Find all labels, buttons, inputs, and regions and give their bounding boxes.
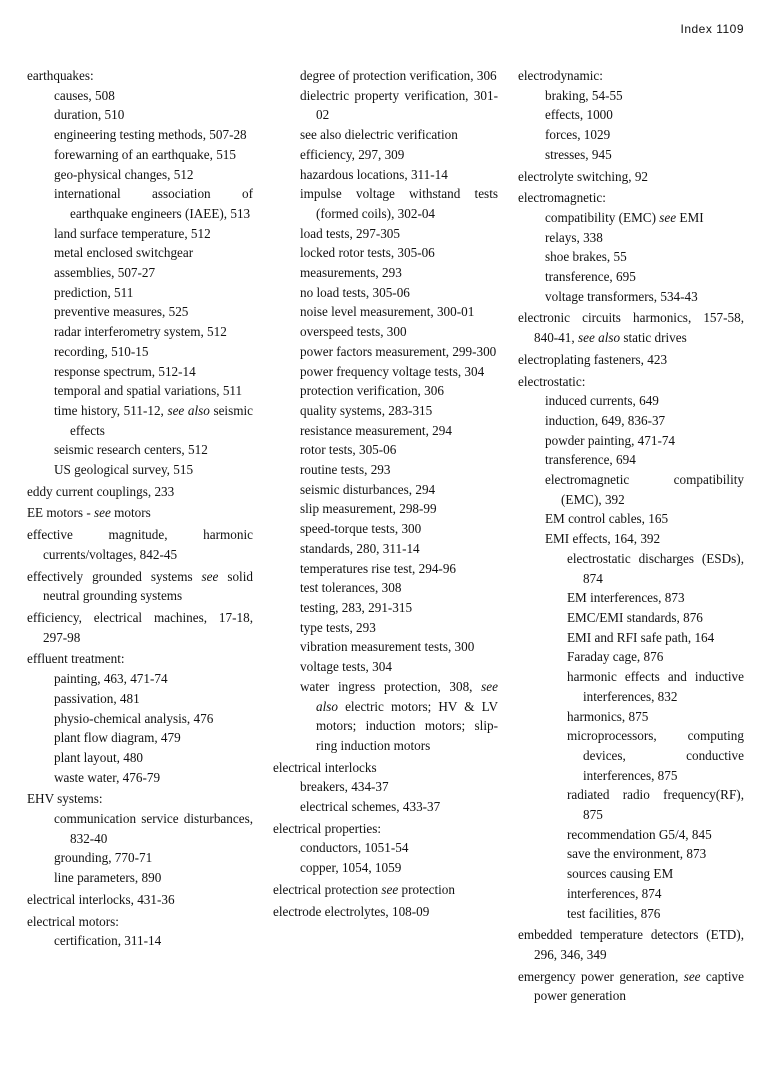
index-entry [518, 864, 744, 884]
entry-text: EHV systems: [27, 791, 103, 807]
index-entry [518, 188, 744, 208]
entry-text: induced currents, 649 [545, 393, 659, 409]
index-entry [518, 785, 744, 824]
entry-text: water ingress protection, 308, [300, 678, 482, 694]
entry-text: test tolerances, 308 [300, 580, 402, 596]
entry-text: relays, 338 [545, 229, 603, 245]
index-entry [273, 499, 498, 519]
entry-text: power factors measurement, 299-300 [300, 343, 497, 359]
index-entry [518, 86, 744, 106]
entry-text: powder painting, 471-74 [545, 432, 676, 448]
index-column-1 [27, 66, 253, 951]
index-entry [273, 559, 498, 579]
index-entry [518, 66, 744, 86]
entry-reference-target: seismic effects [70, 402, 253, 438]
index-entry [518, 549, 744, 588]
index-entry [273, 66, 498, 86]
entry-text: electrical interlocks [273, 759, 377, 775]
entry-text: see also dielectric verification [300, 127, 458, 143]
entry-text: copper, 1054, 1059 [300, 860, 402, 876]
entry-text: electromagnetic compatibility (EMC), 392 [545, 472, 744, 507]
index-entry [273, 302, 498, 322]
index-entry [518, 411, 744, 431]
index-entry [27, 848, 253, 868]
index-entry [273, 184, 498, 223]
entry-text: EE motors - [27, 505, 95, 521]
entry-text: certification, 311-14 [54, 933, 162, 949]
index-entry [518, 707, 744, 727]
index-entry [273, 637, 498, 657]
entry-text: EM control cables, 165 [545, 511, 669, 527]
entry-text: harmonic effects and inductive interferences, 832 [567, 669, 744, 704]
entry-text: transference, 694 [545, 452, 636, 468]
entry-text: engineering testing methods, 507-28 [54, 127, 247, 143]
index-entry [273, 145, 498, 165]
index-entry [27, 460, 253, 480]
index-entry [273, 758, 498, 778]
entry-text: plant layout, 480 [54, 749, 144, 765]
index-entry [27, 482, 253, 502]
entry-text: efficiency, 297, 309 [300, 146, 405, 162]
index-entry [27, 224, 253, 244]
index-entry [273, 125, 498, 145]
index-entry [27, 931, 253, 951]
entry-text: type tests, 293 [300, 619, 376, 635]
index-entry [27, 709, 253, 729]
entry-text: effective magnitude, harmonic currents/voltages, 842-45 [27, 527, 253, 562]
index-entry [518, 529, 744, 549]
entry-text: efficiency, electrical machines, 17-18, 297-98 [27, 609, 253, 645]
entry-text: electrostatic discharges (ESDs), 874 [567, 550, 744, 586]
entry-text: recommendation G5/4, 845 [567, 826, 712, 842]
entry-text: geo-physical changes, 512 [54, 166, 194, 182]
entry-text: interferences, 874 [567, 885, 662, 901]
entry-text: recording, 510-15 [54, 343, 149, 359]
entry-text: routine tests, 293 [300, 462, 391, 478]
entry-text: protection verification, 306 [300, 383, 444, 399]
index-entry [273, 322, 498, 342]
entry-text: physio-chemical analysis, 476 [54, 710, 214, 726]
index-entry [273, 165, 498, 185]
entry-text: seismic disturbances, 294 [300, 481, 436, 497]
entry-text: measurements, 293 [300, 265, 402, 281]
index-entry [518, 247, 744, 267]
entry-text: waste water, 476-79 [54, 769, 161, 785]
index-entry [273, 657, 498, 677]
entry-text: electrolyte switching, 92 [518, 168, 649, 184]
entry-text: Faraday cage, 876 [567, 649, 664, 665]
entry-text: EMC/EMI standards, 876 [567, 609, 703, 625]
entry-text: effects, 1000 [545, 107, 613, 123]
entry-text: induction, 649, 836-37 [545, 412, 666, 428]
entry-text: microprocessors, computing devices, conductive interferences, 875 [567, 728, 744, 783]
entry-text: hazardous locations, 311-14 [300, 166, 448, 182]
index-entry [518, 726, 744, 785]
index-entry [518, 431, 744, 451]
index-entry [27, 165, 253, 185]
index-entry [518, 925, 744, 964]
index-entry [273, 902, 498, 922]
index-entry [27, 86, 253, 106]
index-entry [27, 362, 253, 382]
index-entry [518, 825, 744, 845]
entry-text: electroplating fasteners, 423 [518, 351, 668, 367]
index-entry [27, 263, 253, 283]
index-entry [27, 401, 253, 440]
entry-text: overspeed tests, 300 [300, 324, 407, 340]
entry-text: painting, 463, 471-74 [54, 671, 168, 687]
entry-text: earthquakes: [27, 68, 94, 83]
see-reference: see also [316, 678, 498, 714]
index-entry [273, 381, 498, 401]
entry-text: assemblies, 507-27 [54, 265, 156, 281]
index-entry [27, 125, 253, 145]
index-entry [518, 967, 744, 1006]
index-entry [27, 503, 253, 523]
entry-text: electrode electrolytes, 108-09 [273, 903, 430, 919]
entry-text: grounding, 770-71 [54, 850, 153, 866]
entry-text: time history, 511-12, [54, 402, 168, 418]
entry-text: voltage tests, 304 [300, 659, 392, 675]
index-entry [27, 689, 253, 709]
entry-reference-target: motors [110, 505, 151, 521]
index-entry [518, 228, 744, 248]
index-entry [518, 208, 744, 228]
entry-text: metal enclosed switchgear [54, 245, 194, 261]
index-entry [273, 677, 498, 756]
entry-text: standards, 280, 311-14 [300, 540, 420, 556]
entry-text: eddy current couplings, 233 [27, 483, 175, 499]
index-entry [518, 267, 744, 287]
entry-text: compatibility (EMC) [545, 209, 660, 225]
index-entry [273, 539, 498, 559]
entry-text: noise level measurement, 300-01 [300, 304, 475, 320]
entry-text: electrodynamic: [518, 68, 603, 83]
index-entry [27, 768, 253, 788]
entry-text: embedded temperature detectors (ETD), 296, 346, 349 [518, 927, 744, 962]
entry-text: save the environment, 873 [567, 846, 707, 862]
entry-text: effluent treatment: [27, 651, 125, 667]
index-entry [518, 372, 744, 392]
index-entry [518, 628, 744, 648]
entry-text: braking, 54-55 [545, 87, 623, 103]
entry-text: communication service disturbances, 832-40 [54, 811, 253, 846]
index-entry [27, 789, 253, 809]
entry-text: sources causing EM [567, 866, 674, 882]
index-entry [518, 904, 744, 924]
entry-text: harmonics, 875 [567, 708, 649, 724]
index-entry [27, 868, 253, 888]
index-entry [273, 598, 498, 618]
entry-text: electrical properties: [273, 820, 382, 836]
index-entry [27, 440, 253, 460]
index-entry [518, 608, 744, 628]
entry-text: shoe brakes, 55 [545, 249, 627, 265]
index-entry [27, 728, 253, 748]
index-entry [518, 125, 744, 145]
index-entry [273, 401, 498, 421]
index-entry [518, 470, 744, 509]
entry-text: voltage transformers, 534-43 [545, 288, 698, 304]
see-reference: see also [577, 330, 621, 346]
index-entry [27, 283, 253, 303]
see-reference: see [201, 568, 219, 584]
index-entry [27, 567, 253, 606]
entry-text: line parameters, 890 [54, 870, 162, 886]
index-entry [27, 748, 253, 768]
entry-text: radar interferometry system, 512 [54, 324, 227, 340]
index-entry [27, 302, 253, 322]
index-entry [273, 797, 498, 817]
entry-text: emergency power generation, [518, 968, 684, 984]
entry-text: US geological survey, 515 [54, 462, 194, 478]
index-entry [273, 243, 498, 263]
entry-text: temperatures rise test, 294-96 [300, 560, 457, 576]
entry-text: EMI and RFI safe path, 164 [567, 629, 715, 645]
entry-text: seismic research centers, 512 [54, 442, 208, 458]
index-entry [518, 509, 744, 529]
index-entry [518, 588, 744, 608]
index-entry [27, 649, 253, 669]
index-entry [273, 519, 498, 539]
entry-reference-target: static drives [620, 330, 687, 346]
entry-text: testing, 283, 291-315 [300, 599, 413, 615]
index-entry [273, 480, 498, 500]
entry-text: electromagnetic: [518, 190, 606, 206]
index-entry [273, 618, 498, 638]
index-entry [27, 912, 253, 932]
entry-text: dielectric property verification, 301-02 [300, 87, 498, 123]
index-entry [273, 858, 498, 878]
index-column-3 [518, 66, 744, 1006]
see-reference: see [683, 968, 701, 984]
index-entry [273, 283, 498, 303]
entry-text: speed-torque tests, 300 [300, 521, 422, 537]
entry-text: response spectrum, 512-14 [54, 363, 196, 379]
entry-text: electrical interlocks, 431-36 [27, 891, 175, 907]
entry-text: slip measurement, 298-99 [300, 501, 437, 517]
entry-text: EM interferences, 873 [567, 590, 685, 606]
entry-text: causes, 508 [54, 87, 115, 103]
entry-text: quality systems, 283-315 [300, 402, 433, 418]
entry-text: degree of protection verification, 306 [300, 68, 497, 83]
index-entry [518, 647, 744, 667]
index-entry [518, 167, 744, 187]
index-entry [273, 86, 498, 125]
entry-text: EMI effects, 164, 392 [545, 531, 661, 547]
entry-text: land surface temperature, 512 [54, 225, 211, 241]
index-entry [273, 440, 498, 460]
entry-reference-target: captive power generation [534, 968, 744, 1004]
entry-text: conductors, 1051-54 [300, 840, 409, 856]
index-entry [27, 66, 253, 86]
entry-reference-target: electric motors; HV & LV motors; induction motors; slip-ring induction motors [316, 698, 498, 753]
entry-text: international association of earthquake engineers (IAEE), 513 [54, 186, 253, 221]
entry-text: breakers, 434-37 [300, 779, 389, 795]
index-entry [518, 884, 744, 904]
entry-text: power frequency voltage tests, 304 [300, 363, 485, 379]
index-entry [273, 224, 498, 244]
entry-text: radiated radio frequency(RF), 875 [567, 787, 744, 823]
index-entry [518, 287, 744, 307]
entry-text: forewarning of an earthquake, 515 [54, 146, 236, 162]
entry-text: passivation, 481 [54, 690, 140, 706]
entry-text: stresses, 945 [545, 146, 612, 162]
index-entry [273, 819, 498, 839]
entry-reference-target: solid neutral grounding systems [43, 568, 253, 604]
entry-text: no load tests, 305-06 [300, 284, 410, 300]
index-entry [518, 105, 744, 125]
entry-text: electrical protection [273, 881, 382, 897]
index-entry [273, 421, 498, 441]
entry-text: plant flow diagram, 479 [54, 730, 181, 746]
index-entry [518, 667, 744, 706]
entry-text: electrical motors: [27, 913, 119, 929]
entry-text: resistance measurement, 294 [300, 422, 452, 438]
index-entry [273, 460, 498, 480]
index-entry [518, 145, 744, 165]
see-reference: see [381, 881, 399, 897]
index-entry [27, 890, 253, 910]
entry-text: transference, 695 [545, 269, 636, 285]
see-reference: see [94, 505, 111, 521]
entry-text: electrostatic: [518, 373, 586, 389]
index-entry [27, 145, 253, 165]
index-entry [273, 342, 498, 362]
entry-text: locked rotor tests, 305-06 [300, 245, 435, 261]
entry-reference-target: EMI [676, 209, 704, 225]
entry-text: preventive measures, 525 [54, 304, 189, 320]
index-entry [27, 184, 253, 223]
entry-text: prediction, 511 [54, 284, 134, 300]
index-entry [27, 342, 253, 362]
index-entry [273, 263, 498, 283]
entry-text: forces, 1029 [545, 127, 611, 143]
index-entry [273, 578, 498, 598]
index-entry [518, 391, 744, 411]
index-entry [27, 243, 253, 263]
entry-text: test facilities, 876 [567, 905, 661, 921]
index-entry [27, 322, 253, 342]
index-entry [518, 844, 744, 864]
index-entry [27, 608, 253, 647]
entry-reference-target: protection [398, 881, 455, 897]
see-reference: see also [167, 402, 210, 418]
entry-text: electronic circuits harmonics, 157-58, 840-41, [518, 310, 744, 346]
entry-text: impulse voltage withstand tests (formed coils), 302-04 [300, 186, 498, 221]
entry-text: electrical schemes, 433-37 [300, 799, 441, 815]
index-entry [273, 838, 498, 858]
index-entry [27, 525, 253, 564]
index-entry [27, 809, 253, 848]
entry-text: effectively grounded systems [27, 568, 202, 584]
see-reference: see [659, 209, 677, 225]
page-header: Index 1109 [680, 22, 744, 36]
entry-text: load tests, 297-305 [300, 225, 400, 241]
index-entry [518, 350, 744, 370]
entry-text: vibration measurement tests, 300 [300, 639, 475, 655]
index-entry [27, 381, 253, 401]
index-entry [518, 308, 744, 347]
entry-text: rotor tests, 305-06 [300, 442, 397, 458]
index-entry [27, 669, 253, 689]
index-entry [518, 450, 744, 470]
index-column-2 [273, 66, 498, 921]
index-entry [27, 105, 253, 125]
entry-text: duration, 510 [54, 107, 125, 123]
index-entry [273, 362, 498, 382]
entry-text: temporal and spatial variations, 511 [54, 383, 243, 399]
index-entry [273, 880, 498, 900]
index-entry [273, 777, 498, 797]
